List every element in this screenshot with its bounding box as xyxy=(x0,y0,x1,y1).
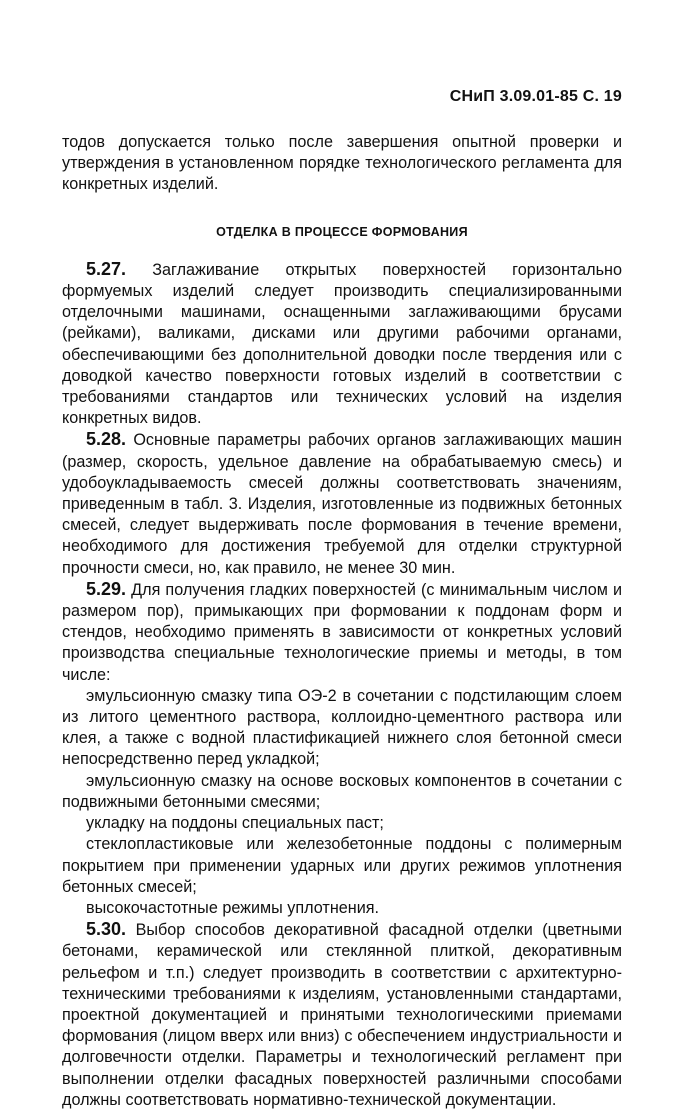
paragraph-text: Заглаживание открытых поверхностей горизонтально формуемых изделий следует производить специализированными отделочными машинами, оснащенными заглаживающими брусами (рейками), валиками, дисками или другими рабочими органами, обеспечивающими без дополнительной доводки после твердения или с доводкой качество поверхности готовых изделий в соответствии с требованиями стандартов или технических условий на изделия конкретных видов. xyxy=(62,260,623,428)
list-item: укладку на поддоны специальных паст; xyxy=(86,814,384,833)
list-item: стеклопластиковые или железобетонные поддоны с полимерным покрытием при применении ударных или других режимов уплотнения бетонных смесей; xyxy=(62,835,622,896)
paragraph-text: Основные параметры рабочих органов заглаживающих машин (размер, скорость, удельное давление на обрабатываемую смесь) и удобоукладываемость смесей должны соответствовать значениям, приведенным в табл. 3. Изделия, изготовленные из подвижных бетонных смесей, следует выдерживать после формования в течение времени, необходимого для достижения требуемой для отделки структурной прочности смеси, но, как правило, не менее 30 мин. xyxy=(62,431,622,577)
section-heading: ОТДЕЛКА В ПРОЦЕССЕ ФОРМОВАНИЯ xyxy=(216,224,468,239)
paragraph-text: Выбор способов декоративной фасадной отделки (цветными бетонами, керамической или стеклянной плиткой, декоративным рельефом и т.п.) следует производить в соответствии с архитектурно-техническими требованиями к изделиям, установленными стандартами, проектной документацией и принятыми технологическими приемами формования (лицом вверх или вниз) с обеспечением индустриальности и долговечности отделки. Параметры и технологический регламент при выполнении отделки фасадных поверхностей различными способами должны соответствовать нормативно-технической документации. xyxy=(62,921,622,1109)
paragraph-number: 5.27. xyxy=(86,258,127,279)
list-item: высокочастотные режимы уплотнения. xyxy=(86,898,380,917)
list-item: эмульсионную смазку на основе восковых компонентов в сочетании с подвижными бетонными смесями; xyxy=(62,771,622,811)
paragraph-5-30 xyxy=(62,919,622,1111)
paragraph-5-29 xyxy=(62,579,622,686)
list-item: эмульсионную смазку типа ОЭ-2 в сочетании с подстилающим слоем из литого цементного раствора, коллоидно-цементного раствора или клея, а также с водной пластификацией нижнего слоя бетонной смеси непосредственно перед укладкой; xyxy=(62,686,622,769)
intro-paragraph: тодов допускается только после завершения опытной проверки и утверждения в установленном порядке технологического регламента для конкретных изделий. xyxy=(62,133,622,194)
page-header: СНиП 3.09.01-85 С. 19 xyxy=(449,88,622,105)
paragraph-number: 5.30. xyxy=(86,919,127,940)
paragraph-number: 5.28. xyxy=(86,429,127,450)
paragraph-5-27 xyxy=(62,259,622,430)
paragraph-number: 5.29. xyxy=(86,578,127,599)
paragraph-text: Для получения гладких поверхностей (с минимальным числом и размером пор), примыкающих при формовании к поддонам форм и стендов, необходимо применять в зависимости от конкретных условий производства специальные технологические приемы и методы, в том числе: xyxy=(62,580,622,684)
paragraph-5-28 xyxy=(62,429,622,578)
document-body xyxy=(62,132,622,1111)
